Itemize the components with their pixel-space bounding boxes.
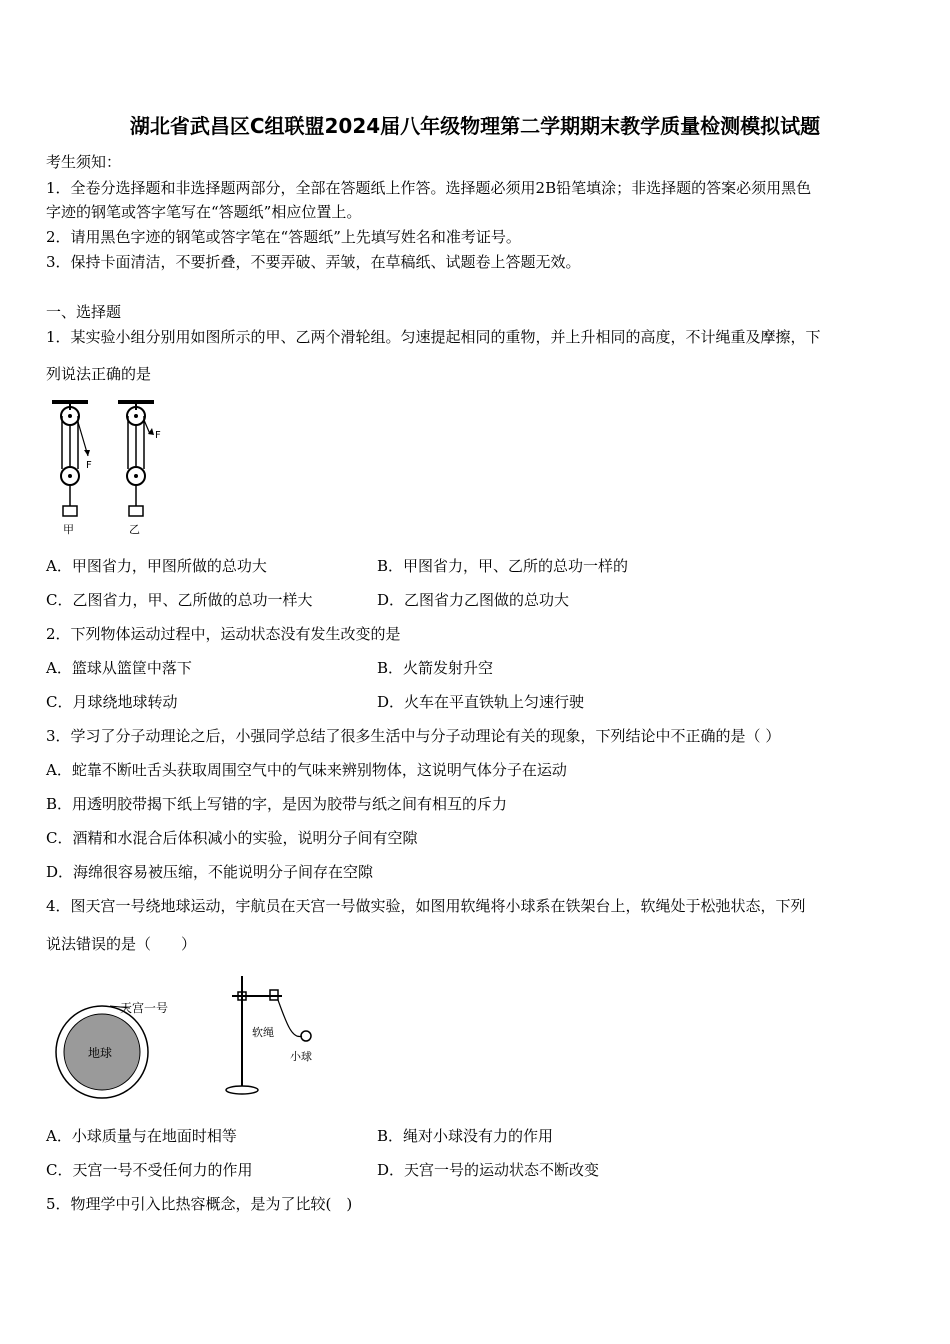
q3-option-c[interactable]: C．酒精和水混合后体积减小的实验，说明分子间有空隙: [46, 829, 418, 847]
notice-item-3: 3．保持卡面清洁，不要折叠，不要弄破、弄皱，在草稿纸、试题卷上答题无效。: [46, 253, 581, 271]
q4-option-c[interactable]: C．天宫一号不受任何力的作用: [46, 1161, 253, 1179]
q1-force-label-b: F: [155, 430, 161, 441]
q4-rope-label: 软绳: [252, 1026, 274, 1039]
q1-stem-line-1: 1．某实验小组分别用如图所示的甲、乙两个滑轮组。匀速提起相同的重物，并上升相同的高度，不计绳重及摩擦，下: [46, 328, 821, 346]
q1-force-label-a: F: [86, 460, 92, 471]
q4-option-d[interactable]: D．天宫一号的运动状态不断改变: [377, 1161, 600, 1179]
q3-option-d[interactable]: D．海绵很容易被压缩，不能说明分子间存在空隙: [46, 863, 374, 881]
q4-station-label: 天宫一号: [120, 1001, 169, 1015]
page-title: 湖北省武昌区C组联盟2024届八年级物理第二学期期末教学质量检测模拟试题: [129, 114, 821, 138]
notice-item-1-line-2: 字迹的钢笔或答字笔写在“答题纸”相应位置上。: [46, 203, 362, 221]
q1-option-d[interactable]: D．乙图省力乙图做的总功大: [377, 591, 570, 609]
q4-earth-figure: [50, 968, 180, 1112]
notice-item-1-line-1: 1．全卷分选择题和非选择题两部分，全部在答题纸上作答。选择题必须用2B铅笔填涂；非选择题的答案必须用黑色: [46, 179, 812, 197]
q4-earth-label: 地球: [88, 1046, 113, 1060]
q3-stem: 3．学习了分子动理论之后，小强同学总结了很多生活中与分子动理论有关的现象，下列结论中不正确的是（ ）: [46, 727, 781, 745]
q5-stem: 5．物理学中引入比热容概念，是为了比较( ): [46, 1195, 353, 1213]
q2-option-d[interactable]: D．火车在平直铁轨上匀速行驶: [377, 693, 585, 711]
q3-option-b[interactable]: B．用透明胶带揭下纸上写错的字，是因为胶带与纸之间有相互的斥力: [46, 795, 508, 813]
q4-option-a[interactable]: A．小球质量与在地面时相等: [46, 1127, 237, 1145]
q2-option-c[interactable]: C．月球绕地球转动: [46, 693, 178, 711]
notice-heading: 考生须知：: [46, 153, 122, 171]
section-heading-choice: 一、选择题: [46, 303, 122, 321]
notice-item-2: 2．请用黑色字迹的钢笔或答字笔在“答题纸”上先填写姓名和准考证号。: [46, 228, 521, 246]
q2-option-b[interactable]: B．火箭发射升空: [377, 659, 494, 677]
q4-stem-line-2: 说法错误的是（ ）: [46, 935, 197, 953]
q1-option-b[interactable]: B．甲图省力，甲、乙所的总功一样的: [377, 557, 629, 575]
q1-option-a[interactable]: A．甲图省力，甲图所做的总功大: [46, 557, 267, 575]
q3-option-a[interactable]: A．蛇靠不断吐舌头获取周围空气中的气味来辨别物体，这说明气体分子在运动: [46, 761, 567, 779]
q2-stem: 2．下列物体运动过程中，运动状态没有发生改变的是: [46, 625, 401, 643]
q4-stand-figure: [220, 970, 330, 1104]
q4-option-b[interactable]: B．绳对小球没有力的作用: [377, 1127, 554, 1145]
q4-stem-line-1: 4．图天宫一号绕地球运动，宇航员在天宫一号做实验，如图用软绳将小球系在铁架台上，软绳处于松弛状态，下列: [46, 897, 806, 915]
q4-ball-label: 小球: [290, 1050, 312, 1063]
q1-figure-label-b: 乙: [129, 523, 140, 536]
q1-pulley-figure: [48, 394, 178, 548]
q2-option-a[interactable]: A．篮球从篮筐中落下: [46, 659, 192, 677]
q1-stem-line-2: 列说法正确的是: [46, 365, 152, 383]
q1-figure-label-a: 甲: [63, 523, 74, 536]
q1-option-c[interactable]: C．乙图省力，甲、乙所做的总功一样大: [46, 591, 313, 609]
